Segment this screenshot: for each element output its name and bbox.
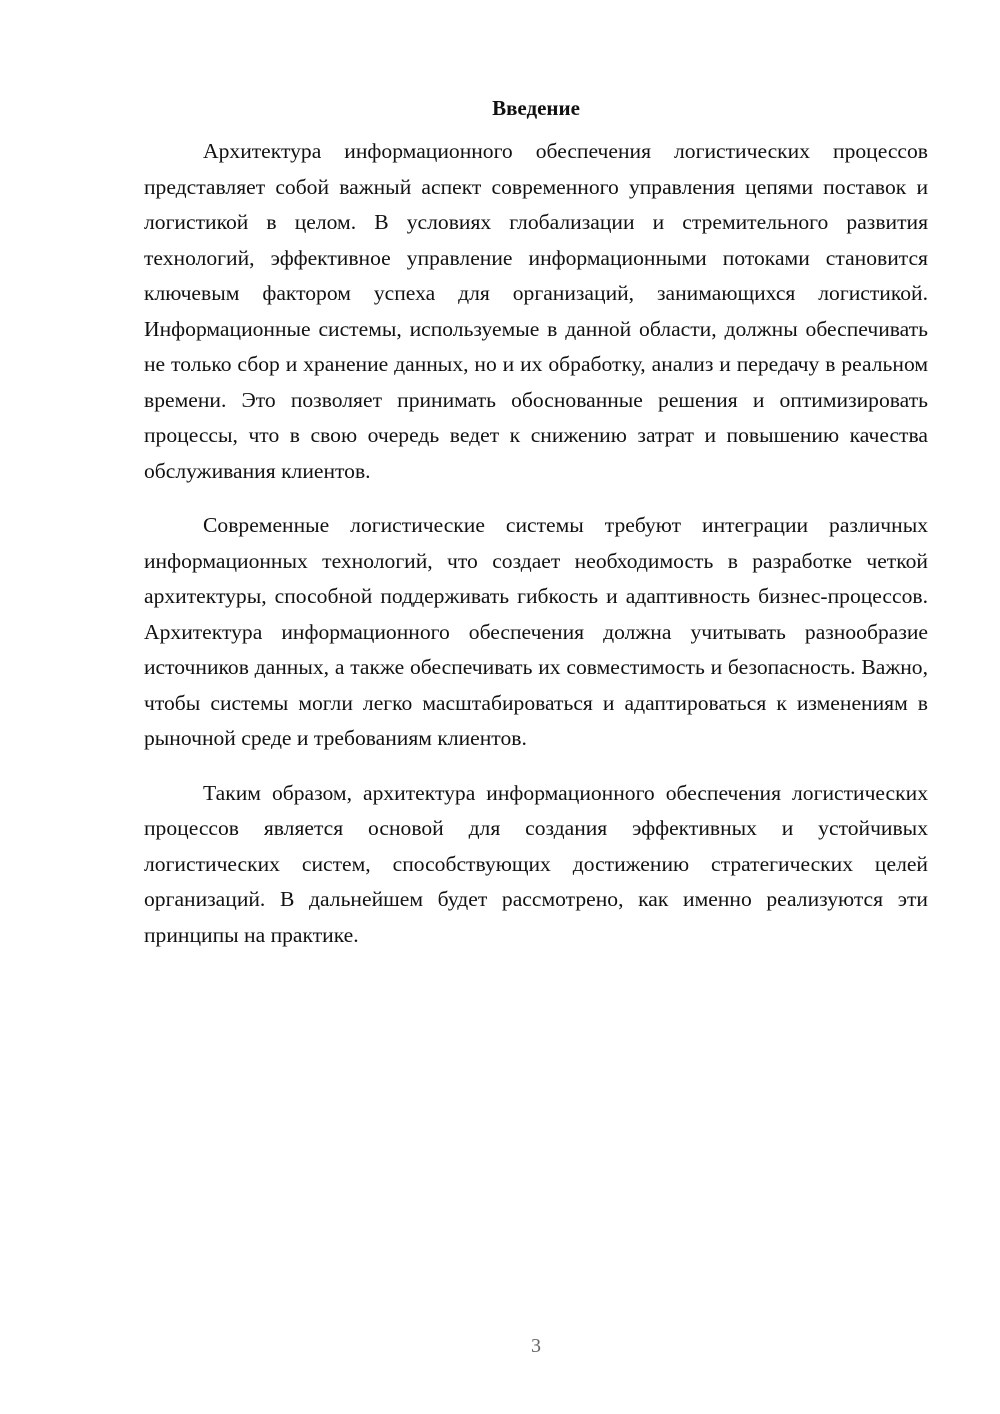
page-number: 3 — [531, 1335, 541, 1357]
paragraph-3: Таким образом, архитектура информационного обеспечения логистических процессов является основой для создания эффективных и устойчивых логистических систем, способствующих достижению стратегических целей организаций. В дальнейшем будет рассмотрено, как именно реализуются эти принципы на практике. — [144, 780, 928, 947]
section-heading: Введение — [492, 96, 580, 120]
paragraph-1: Архитектура информационного обеспечения логистических процессов представляет собой важный аспект современного управления цепями поставок и логистикой в целом. В условиях глобализации и стремительного развития технологий, эффективное управление информационными потоками становится ключевым фактором успеха для организаций, занимающихся логистикой. Информационные системы, используемые в данной области, должны обеспечивать не только сбор и хранение данных, но и их обработку, анализ и передачу в реальном времени. Это позволяет принимать обоснованные решения и оптимизировать процессы, что в свою очередь ведет к снижению затрат и повышению качества обслуживания клиентов. — [144, 139, 928, 483]
page-content — [144, 94, 928, 972]
paragraph-2: Современные логистические системы требуют интеграции различных информационных технологий, что создает необходимость в разработке четкой архитектуры, способной поддерживать гибкость и адаптивность бизнес-процессов. Архитектура информационного обеспечения должна учитывать разнообразие источников данных, а также обеспечивать их совместимость и безопасность. Важно, чтобы системы могли легко масштабироваться и адаптироваться к изменениям в рыночной среде и требованиям клиентов. — [144, 513, 928, 750]
